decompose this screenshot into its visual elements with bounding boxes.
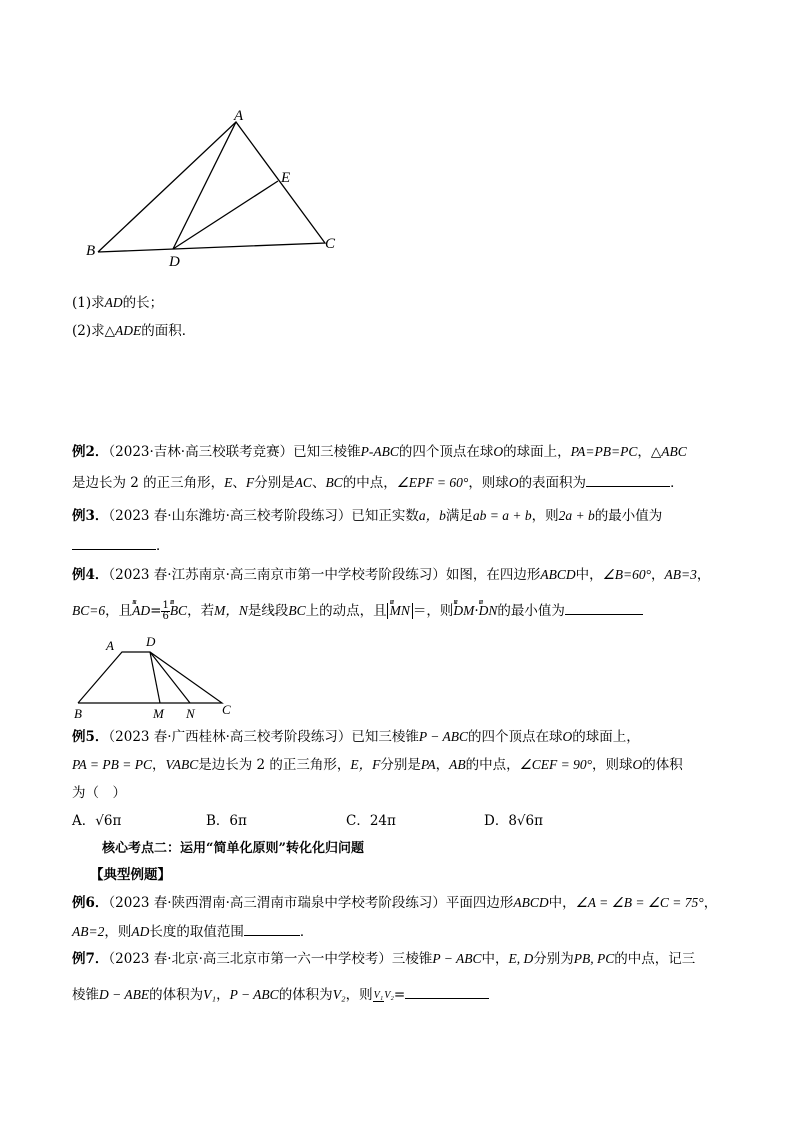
answer-blank[interactable] <box>72 535 156 550</box>
label-c: C <box>325 236 336 252</box>
label-c: C <box>222 702 231 717</box>
example-6-line-1: 例6．（2023 春·陕西渭南·高三渭南市瑞泉中学校考阶段练习）平面四边形ABCD中，∠A = ∠B = ∠C = 75°， <box>72 895 718 911</box>
fraction-v1-v2: V₁V₂ <box>373 989 394 1001</box>
question-part-1: (1)求AD的长； <box>72 295 164 311</box>
option-a[interactable]: A．√6π <box>72 813 122 829</box>
option-b[interactable]: B．6π <box>206 813 247 829</box>
label-d: D <box>169 254 180 270</box>
fraction-one-sixth: $\frac{1}{6}$ <box>162 600 169 622</box>
question-part-2: (2)求△ADE的面积． <box>72 323 196 339</box>
example-7-line-1: 例7．（2023 春·北京·高三北京市第一六一中学校考）三棱锥P − ABC中，E, D分别为PB, PC的中点，记三 <box>72 951 696 967</box>
answer-blank[interactable] <box>565 600 643 615</box>
example-6-line-2: AB=2，则AD长度的取值范围 ． <box>72 921 313 942</box>
label-a: A <box>106 638 114 653</box>
example-3-line-1: 例3．（2023 春·山东潍坊·高三校考阶段练习）已知正实数a，b满足ab = a + b，则2a + b的最小值为 <box>72 508 663 524</box>
answer-blank[interactable] <box>244 921 300 936</box>
example-3-line-2: ． <box>72 535 170 556</box>
figure-triangle-abc <box>80 105 350 275</box>
segment-dn <box>150 652 190 703</box>
trapezoid-outline <box>78 652 222 703</box>
label-d: D <box>146 634 156 649</box>
segment-ad <box>173 122 236 249</box>
example-7-line-2: 棱锥D − ABE的体积为V₁，P − ABC的体积为V₂，则V₁V₂= <box>72 984 489 1005</box>
typical-examples-heading: 【典型例题】 <box>90 867 171 883</box>
segment-dm <box>150 652 160 703</box>
triangle-outline <box>98 122 325 252</box>
answer-blank[interactable] <box>586 472 670 487</box>
option-d[interactable]: D．8√6π <box>484 813 543 829</box>
example-2-line-1: 例2．（2023·吉林·高三校联考竞赛）已知三棱锥P-ABC的四个顶点在球O的球面上，PA=PB=PC，△ABC <box>72 444 687 460</box>
label-b: B <box>74 706 82 721</box>
label-a: A <box>234 108 244 124</box>
label-e: E <box>281 170 291 186</box>
example-5-line-1: 例5．（2023 春·广西桂林·高三校考阶段练习）已知三棱锥P − ABC的四个顶点在球O的球面上， <box>72 729 640 745</box>
example-5-line-2: PA = PB = PC，VABC是边长为 2 的正三角形，E，F分别是PA，AB的中点，∠CEF = 90°，则球O的体积 <box>72 757 683 773</box>
label-b: B <box>86 243 96 259</box>
answer-blank[interactable] <box>405 984 489 999</box>
example-4-line-1: 例4．（2023 春·江苏南京·高三南京市第一中学校考阶段练习）如图，在四边形ABCD中，∠B=60°，AB=3， <box>72 567 711 583</box>
segment-de <box>173 181 278 249</box>
example-5-line-3: 为（ ） <box>72 785 126 801</box>
example-2-line-2: 是边长为 2 的正三角形，E、F分别是AC、BC的中点，∠EPF = 60°，则球O的表面积为 ． <box>72 472 684 493</box>
label-m: M <box>153 706 164 721</box>
label-n: N <box>186 706 195 721</box>
example-4-line-2: BC=6，且ııı AD= $\frac{1}{6}$ ııı BC，若M，N是线段BC上的动点，且ııı MN ＝，则ııı DM·ııı DN的最小值为 <box>72 600 643 622</box>
section-title: 核心考点二：运用“简单化原则”转化化归问题 <box>102 841 364 856</box>
option-c[interactable]: C．24π <box>346 813 396 829</box>
